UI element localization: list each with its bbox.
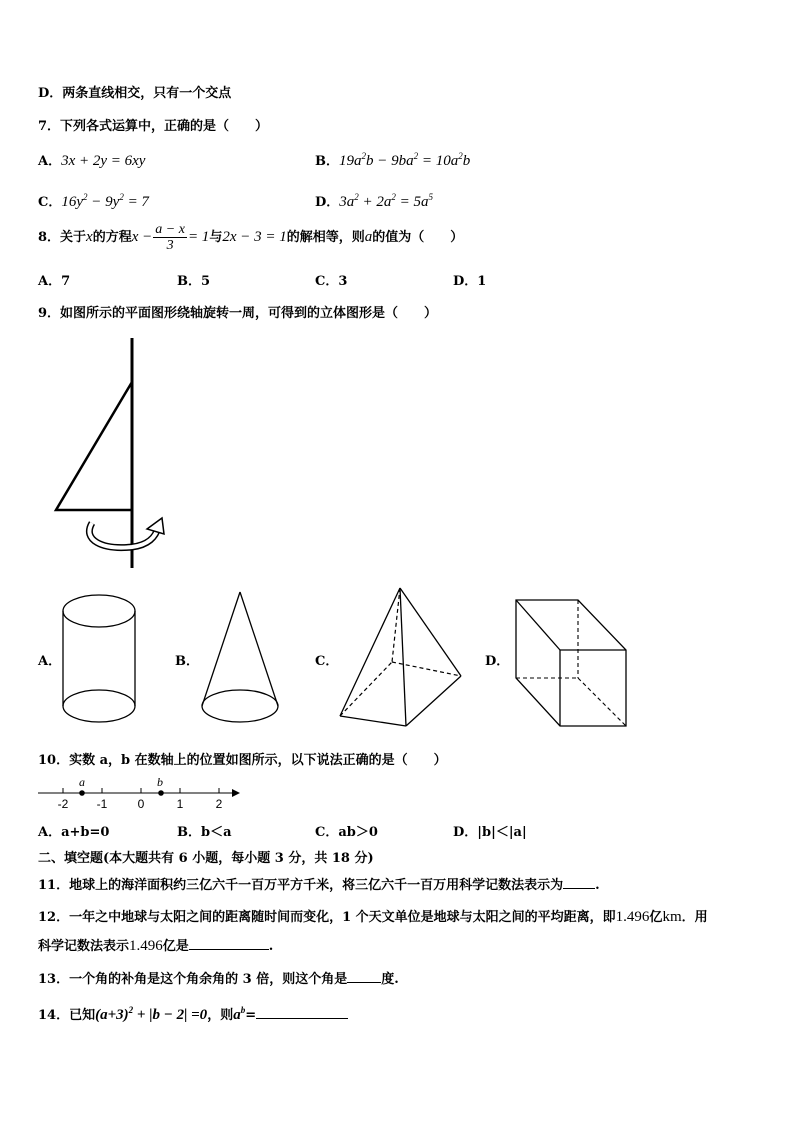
- q11: 11．地球上的海洋面积约三亿六千一百万平方千米，将三亿六千一百万用科学记数法表示为 .: [38, 874, 600, 893]
- rotation-figure: [40, 335, 180, 575]
- q9-label-c: C．: [315, 654, 339, 669]
- q7-option-d: D．$3a^2 + 2a^2 = 5a^5$: [315, 192, 434, 210]
- q9-label-b: B．: [175, 654, 199, 669]
- q11-answer-blank: [563, 874, 595, 889]
- number-line: [36, 774, 240, 814]
- section-heading: 二、填空题(本大题共有 6 小题，每小题 3 分，共 18 分): [38, 851, 374, 866]
- cylinder-figure: [60, 592, 140, 727]
- q10-option-a: A．a+b=0: [38, 825, 110, 840]
- q10-option-c: C．ab＞0: [315, 825, 378, 840]
- q9-label-d: D．: [485, 654, 510, 669]
- q12-line1: 12．一年之中地球与太阳之间的距离随时间而变化，1 个天文单位是地球与太阳之间的平均距离，即1.496亿km．用: [38, 909, 708, 925]
- q13-answer-blank: [347, 968, 381, 983]
- q8-option-a: A．7: [38, 274, 71, 289]
- q13: 13．一个角的补角是这个角余角的 3 倍，则这个角是 度.: [38, 968, 399, 987]
- q7-option-b: B．$19a^2b - 9ba^2 = 10a^2b$: [315, 151, 471, 169]
- tick-label: -1: [96, 797, 108, 811]
- point-a-dot: [79, 790, 85, 796]
- point-a-label: a: [79, 775, 85, 789]
- pyramid-figure: [336, 584, 466, 730]
- q7-option-c: C．$16y^2 - 9y^2 = 7$: [38, 192, 149, 210]
- cone-figure: [198, 588, 284, 728]
- q14-answer-blank: [256, 1004, 348, 1019]
- q12-line2: 科学记数法表示1.496亿是 .: [38, 935, 273, 955]
- q8-option-d: D．1: [453, 274, 487, 289]
- tick-label: 0: [137, 797, 145, 811]
- tick-label: -2: [57, 797, 69, 811]
- point-b-dot: [158, 790, 164, 796]
- q10-option-d: D．|b|＜|a|: [453, 825, 527, 840]
- q9-label-a: A．: [38, 654, 62, 669]
- q8-stem: 8．关于x的方程x − $\frac{a - x}{3}$ = 1与2x − 3 = 1的解相等，则a的值为（ ）: [38, 222, 464, 253]
- q14: 14．已知$(a+3)^2 + |b - 2| =0$，则$a^b=$: [38, 1004, 348, 1024]
- q8-option-c: C．3: [315, 274, 348, 289]
- prism-figure: [512, 596, 632, 730]
- tick-label: 2: [215, 797, 223, 811]
- q6-option-d: D．两条直线相交，只有一个交点: [38, 86, 232, 101]
- tick-label: 1: [176, 797, 184, 811]
- q7-option-a: A．3x + 2y = 6xy: [38, 153, 146, 169]
- q8-fraction: $\frac{a - x}{3}$: [155, 222, 185, 253]
- q12-answer-blank: [189, 935, 269, 950]
- q10-option-b: B．b＜a: [177, 825, 232, 840]
- q10-stem: 10．实数 a，b 在数轴上的位置如图所示，以下说法正确的是（ ）: [38, 753, 447, 768]
- q8-option-b: B．5: [177, 274, 211, 289]
- q9-stem: 9．如图所示的平面图形绕轴旋转一周，可得到的立体图形是（ ）: [38, 306, 438, 321]
- q7-stem: 7．下列各式运算中，正确的是（ ）: [38, 119, 269, 134]
- point-b-label: b: [157, 775, 163, 789]
